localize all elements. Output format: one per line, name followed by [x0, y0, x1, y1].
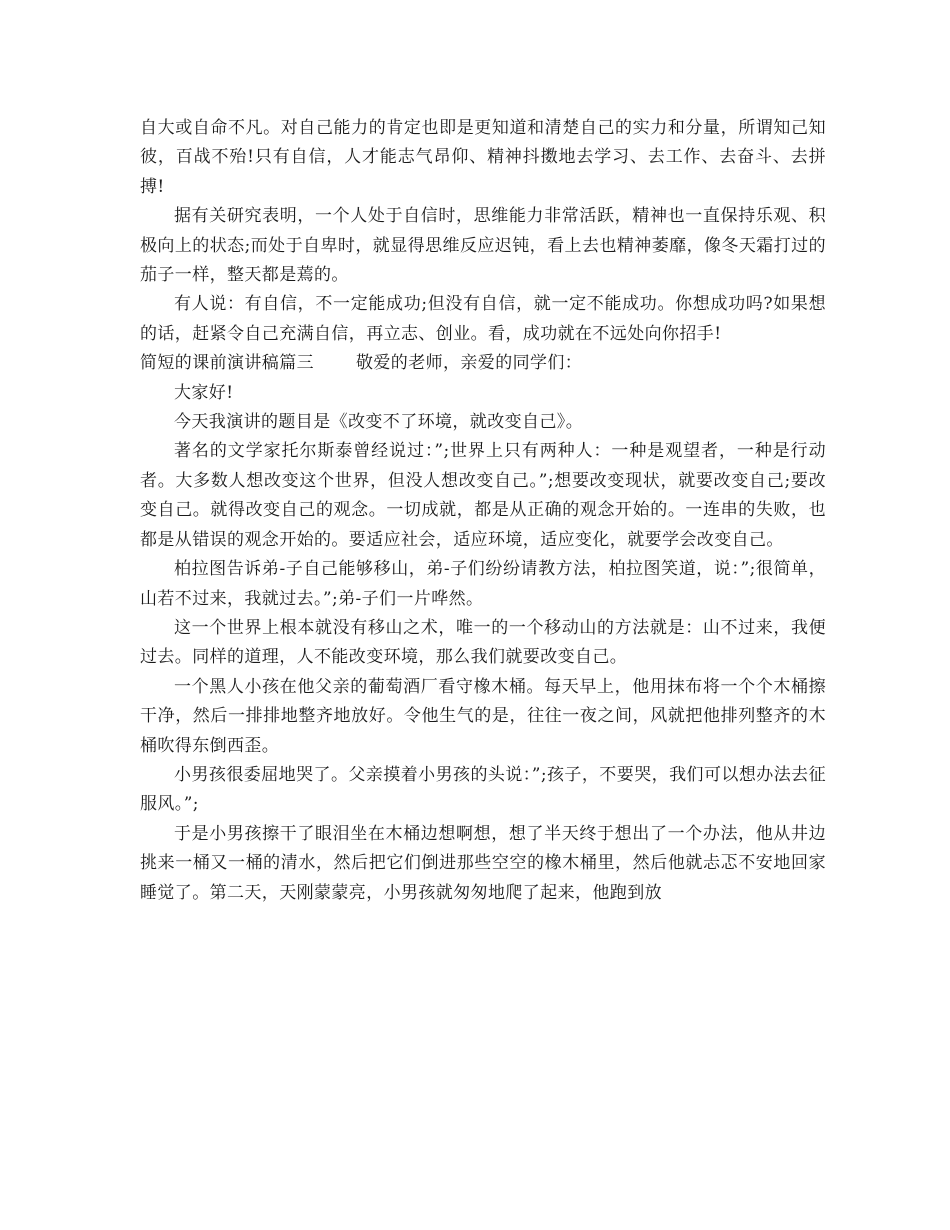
- paragraph-5: 大家好!: [174, 382, 234, 403]
- paragraph-3: 有人说：有自信，不一定能成功;但没有自信，就一定不能成功。你想成功吗?如果想的话，赶紧令自己充满自信，再立志、创业。看，成功就在不远处向你招手!: [140, 294, 826, 344]
- paragraph-10: 一个黑人小孩在他父亲的葡萄酒厂看守橡木桶。每天早上，他用抹布将一个个木桶擦干净，然后一排排地整齐地放好。令他生气的是，往往一夜之间，风就把他排列整齐的木桶吹得东倒西歪。: [140, 676, 826, 756]
- section-heading-line: [140, 349, 826, 378]
- paragraph-9: 这一个世界上根本就没有移山之术，唯一的一个移动山的方法就是：山不过来，我便过去。同样的道理，人不能改变环境，那么我们就要改变自己。: [140, 617, 826, 668]
- paragraph-2: 据有关研究表明，一个人处于自信时，思维能力非常活跃，精神也一直保持乐观、积极向上的状态;而处于自卑时，就显得思维反应迟钝，看上去也精神萎靡，像冬天霜打过的茄子一样，整天都是蔫的。: [140, 206, 826, 286]
- section-heading: 简短的课前演讲稿篇三: [140, 353, 314, 374]
- salutation: 敬爱的老师，亲爱的同学们：: [356, 353, 583, 374]
- paragraph-7: 著名的文学家托尔斯泰曾经说过：”;世界上只有两种人：一种是观望者，一种是行动者。大多数人想改变这个世界，但没人想改变自己。”;想要改变现状，就要改变自己;要改变自己。就得改变自己的观念。一切成就，都是从正确的观念开始的。一连串的失败，也都是从错误的观念开始的。要适应社会，适应环境，适应变化，就要学会改变自己。: [140, 441, 826, 550]
- paragraph-11: 小男孩很委屈地哭了。父亲摸着小男孩的头说：”;孩子，不要哭，我们可以想办法去征服风。”;: [140, 764, 826, 815]
- paragraph-1: 自大或自命不凡。对自己能力的肯定也即是更知道和清楚自己的实力和分量，所谓知己知彼，百战不殆!只有自信，人才能志气昂仰、精神抖擞地去学习、去工作、去奋斗、去拼搏!: [140, 118, 826, 197]
- paragraph-12: 于是小男孩擦干了眼泪坐在木桶边想啊想，想了半天终于想出了一个办法，他从井边挑来一桶又一桶的清水，然后把它们倒进那些空空的橡木桶里，然后他就忐忑不安地回家睡觉了。第二天，天刚蒙蒙亮，小男孩就匆匆地爬了起来，他跑到放: [140, 823, 826, 903]
- paragraph-8: 柏拉图告诉弟-子自己能够移山，弟-子们纷纷请教方法，柏拉图笑道，说：”;很简单，山若不过来，我就过去。”;弟-子们一片哗然。: [140, 559, 826, 609]
- paragraph-6: 今天我演讲的题目是《改变不了环境，就改变自己》。: [174, 412, 584, 433]
- document-body: [140, 114, 826, 908]
